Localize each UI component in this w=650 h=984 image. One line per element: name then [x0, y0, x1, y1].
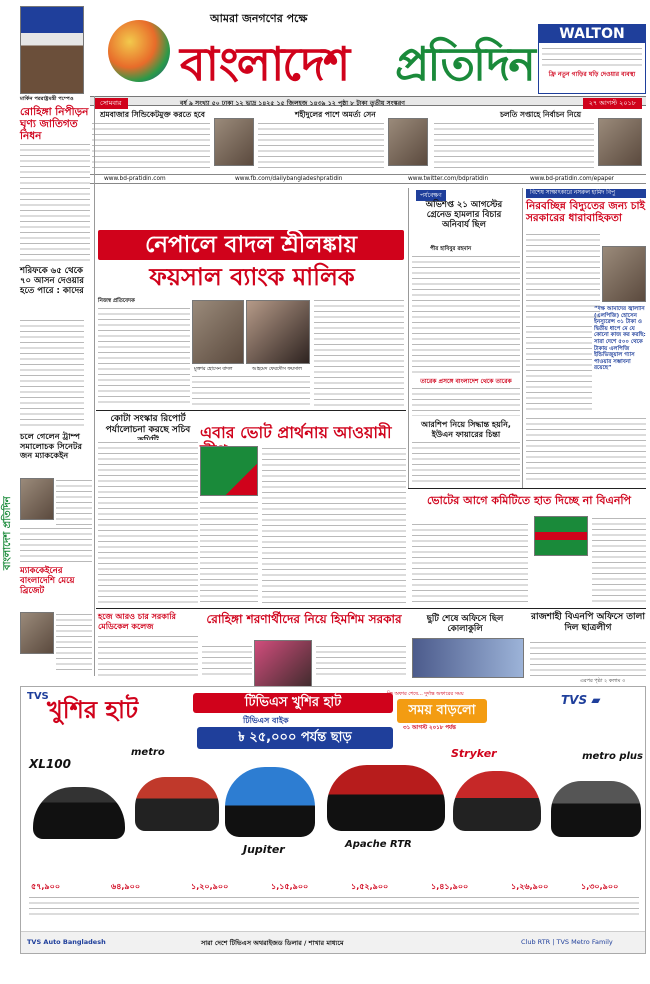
tarique-head: তারেক প্রসঙ্গে বাংলাদেশ থেকে তারেক	[420, 378, 512, 385]
link-twitter[interactable]: www.twitter.com/bdpratidin	[408, 176, 489, 182]
sharif-head: শরিফকে ৬৫ থেকে ৭০ আসন দেওয়ার হতে পারে : কাদের	[20, 266, 84, 296]
tvs-price: ৳ ২৫,০০০ পর্যন্ত ছাড়	[197, 727, 393, 749]
link-epaper[interactable]: www.bd-pratidin.com/epaper	[530, 176, 615, 182]
lead-headline-2: ফয়সাল ব্যাংক মালিক	[149, 263, 355, 291]
link-site[interactable]: www.bd-pratidin.com	[104, 176, 166, 182]
price-8: ১,৩০,৯০০	[581, 882, 619, 891]
tvs-footer-text: সারা দেশে টিভিএস অথরাইজড ডিলার / শাখার মাধ্যমে	[201, 939, 344, 947]
rohingya-woman-photo	[254, 640, 312, 692]
masthead-title-right: প্রতিদিন	[395, 37, 534, 91]
strip-item-3: চলতি সপ্তাহে নির্বাচন নিয়ে	[500, 110, 582, 119]
bike-apache[interactable]	[321, 749, 451, 869]
lead-headline-1: নেপালে বাদল শ্রীলঙ্কায়	[98, 230, 404, 260]
pompeo-caption: মার্কিন পররাষ্ট্রমন্ত্রী পম্পেও	[20, 96, 74, 102]
bnp-flag	[534, 516, 588, 556]
bike-jupiter-label: Jupiter	[243, 843, 285, 856]
price-5: ১,৫২,৯০০	[351, 882, 389, 891]
dateline-bar	[90, 96, 646, 106]
walton-ad[interactable]	[538, 24, 646, 94]
holiday-head: ছুটি শেষে অফিসে ছিল কোলাকুলি	[426, 614, 504, 634]
flag-photo	[200, 446, 258, 496]
grenade-head: অভিশপ্ত ২১ আগস্টের গ্রেনেড হামলার বিচার অনিবার্য ছিল	[425, 200, 503, 230]
bnp-head: ভোটের আগে কমিটিতে হাত দিচ্ছে না বিএনপি	[426, 494, 632, 507]
strip-photo-2	[388, 118, 428, 166]
walton-sub: ফ্রি নতুন গাড়ির ঘড়ি দেওয়ার ব্যবস্থা	[548, 71, 636, 78]
arang-head: আরশিপ নিয়ে সিদ্ধান্ত হয়নি, ইউএন ফায়ারের চিন্তা	[421, 420, 511, 439]
tvs-title: খুশির হাট	[47, 696, 139, 724]
strip-photo-1	[214, 118, 254, 166]
tvs-banner: টিভিএস খুশির হাট	[193, 693, 393, 713]
price-4: ১,১৫,৯০০	[271, 882, 309, 891]
price-1: ৫৭,৯০০	[31, 882, 61, 891]
mccain-photo	[20, 478, 54, 520]
bike-jupiter[interactable]	[221, 757, 331, 867]
bike-apache-label: Apache RTR	[345, 839, 412, 850]
rajshahi-head: রাজশাহী বিএনপি অফিসে তালা দিল ছাত্রলীগ	[531, 612, 645, 633]
bike-xl100-icon	[33, 787, 125, 839]
tvs-offer-date: ৩১ আগস্ট ২০১৮ পর্যন্ত	[403, 725, 456, 731]
tagline: আমরা জনগণের পক্ষে	[210, 12, 308, 25]
tvs-offer: সময় বাড়লো	[397, 699, 487, 723]
bike-jupiter-icon	[225, 767, 315, 837]
interview-tag: বিশেষ সাক্ষাৎকারে নসরুল হামিদ বিপু	[526, 189, 646, 198]
bike-metro-icon	[135, 777, 219, 831]
price-row	[25, 877, 643, 921]
bike-stryker[interactable]	[451, 747, 543, 857]
dateline-date: ২৭ আগস্ট ২০১৮	[583, 98, 642, 109]
grenade-label: পর্যবেক্ষণ	[416, 190, 446, 201]
faisal-caption: আহমেদ ফেরদৌস ফয়সাল	[252, 367, 302, 372]
top-strip	[90, 108, 646, 172]
faisal-photo	[246, 300, 310, 364]
tvs-brand: TVS	[27, 691, 49, 702]
mccain-daughter-head: ম্যাককেইনের বাংলাদেশি মেয়ে ব্রিজেট	[20, 566, 75, 596]
bridget-photo	[20, 612, 54, 654]
masthead	[20, 6, 534, 94]
tvs-logo-icon: TVS ▰	[561, 693, 601, 707]
vertical-brand: বাংলাদেশ প্রতিদিন	[2, 496, 13, 570]
walton-brand: WALTON	[539, 25, 645, 43]
rohingya-head: রোহিঙ্গা নিপীড়ন ঘৃণ্য জাতিগত নিধন	[20, 106, 89, 142]
badal-caption: মুক্তার হোসেন বাদল	[194, 367, 233, 372]
dateline-day: সোমবার	[94, 98, 128, 109]
logo-mark-icon	[108, 20, 170, 82]
hajj-head: হজে আরও চার সরকারি মেডিকেল কলেজ	[98, 612, 176, 631]
badal-photo	[192, 300, 244, 364]
strip-photo-3	[598, 118, 642, 166]
bike-metro-plus[interactable]	[543, 751, 643, 861]
vote-head: এবার ভোট প্রার্থনায় আওয়ামী	[200, 423, 392, 442]
bike-xl100[interactable]	[29, 757, 129, 857]
price-3: ১,২০,৯০০	[191, 882, 229, 891]
tvs-offer-top: ফ্রি অফার শেষে... দুর্দান্ত অফারের সময়	[387, 691, 464, 697]
dateline-issue: বর্ষ ৯ সংখ্যা ৫০ ঢাকা ১২ ভাদ্র ১৪২৫ ১৫ জিলহজ ১৪৩৯ ১২ পৃষ্ঠা ৮ টাকা তৃতীয় সংস্করণ	[180, 100, 406, 107]
tvs-footer	[21, 931, 645, 953]
links-bar	[90, 174, 646, 184]
price-6: ১,৪১,৯০০	[431, 882, 469, 891]
load-head: নিরবচ্ছিন্ন বিদ্যুতের জন্য চাই সরকারের ধারাবাহিকতা	[526, 200, 645, 224]
holiday-photo	[412, 638, 524, 678]
bipu-quote: “দক্ষ আমাদের জ্বালানি (এলপিজি) হোসেন ইনস্যুরেন্স ৩১ টাকা ও দ্বিতীয় ধাপে মে যে কোনো কাজ কর করছি: সারা দেশে ৫০০ থেকে টাকায় এলপিজি ইন্ডিভিজুয়াল গ্যাস পাওয়ার সম্ভাবনা রয়েছে”	[594, 306, 646, 372]
bike-metro[interactable]	[131, 747, 221, 857]
bipu-photo	[602, 246, 646, 302]
mccain-head: চলে গেলেন ট্রাম্প সমালোচক সিনেটর জন ম্যাককেইন	[20, 431, 82, 461]
grenade-author: পীর হাবিবুর রহমান	[430, 246, 472, 252]
masthead-title-left: বাংলাদেশ	[180, 37, 349, 91]
kota-head: কোটা সংস্কার রিপোর্ট পর্যালোচনা করছে সচিব	[105, 414, 191, 435]
bike-metro-label: metro	[131, 747, 165, 758]
tvs-ad[interactable]	[20, 686, 646, 954]
pompeo-photo	[20, 6, 84, 94]
bike-xl100-label: XL100	[29, 757, 71, 771]
bike-stryker-icon	[453, 771, 541, 831]
continue-note: এরপর পৃষ্ঠা ২ কলাম ৩	[580, 678, 626, 684]
price-7: ১,২৬,৯০০	[511, 882, 549, 891]
rohingya-refugee-head: রোহিঙ্গা শরণার্থীদের নিয়ে হিমশিম সরকার	[206, 612, 402, 626]
strip-item-1: শ্রমবাজার সিন্ডিকেটমুক্ত করতে হবে	[100, 110, 205, 119]
bike-metro-plus-icon	[551, 781, 641, 837]
lead-reporter: নিজস্ব প্রতিবেদক	[98, 298, 135, 304]
bike-apache-icon	[327, 765, 445, 831]
tvs-sub: টিভিএস বাইক	[243, 716, 289, 725]
bike-metro-plus-label: metro plus	[582, 751, 643, 762]
strip-item-2: শহীদুলের পাশে অমর্ত্য সেন	[295, 110, 376, 119]
tvs-footer-logo: TVS Auto Bangladesh	[27, 938, 106, 946]
link-facebook[interactable]: www.fb.com/dailybangladeshpratidin	[235, 176, 343, 182]
bike-stryker-label: Stryker	[451, 747, 497, 760]
tvs-footer-club: Club RTR | TVS Metro Family	[521, 938, 613, 946]
price-2: ৬৪,৯০০	[111, 882, 141, 891]
